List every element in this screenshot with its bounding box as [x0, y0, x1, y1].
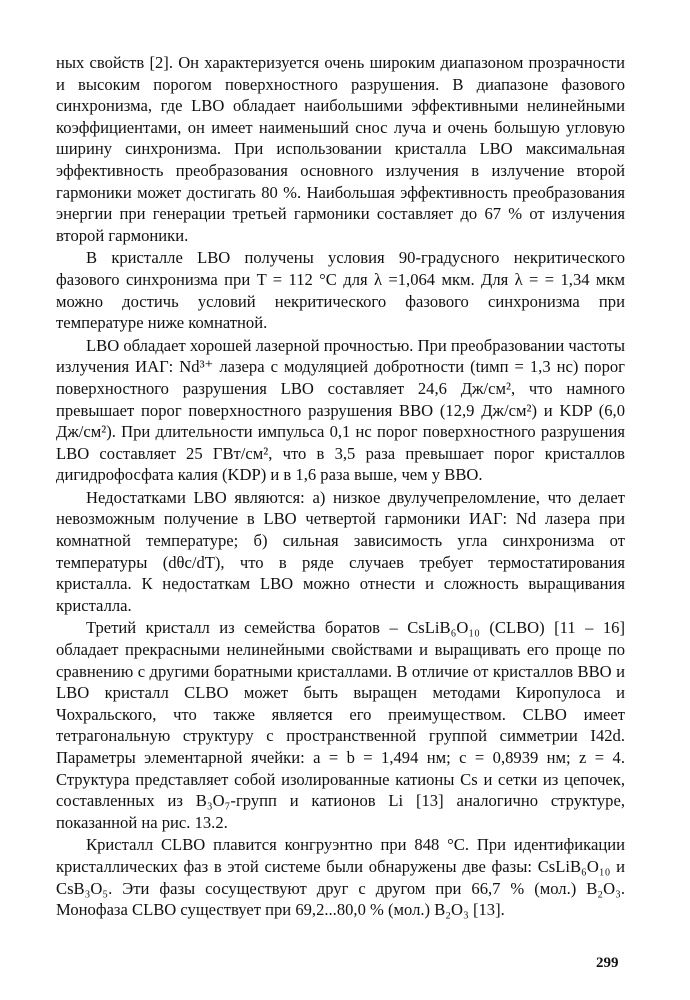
paragraph-lbo-disadvantages: Недостатками LBO являются: а) низкое двулучепреломление, что делает невозможным получение в LBO четвертой гармоники ИАГ: Nd лазера при комнатной температуре; б) сильная зависимость угла синхронизма от температуры (dθс/dT), что в ряде случаев требует термостатирования кристалла. К недостаткам LBO можно отнести и сложность выращивания кристалла. [56, 487, 625, 615]
paragraph-clbo-crystal: Третий кристалл из семейства боратов – CsLiB₆O₁₀ (CLBO) [11 – 16] обладает прекрасными нелинейными свойствами и выращивать его проще по сравнению с другими боратными кристаллами. В отличие от кристаллов BBO и LBO кристалл CLBO может быть выращен методами Киропулоса и Чохральского, что также является его преимуществом. CLBO имеет тетрагональную структуру с пространственной группой симметрии I42d. Параметры элементарной ячейки: a = b = 1,494 нм; c = 0,8939 нм; z = 4. Структура представляет собой изолированные катионы Cs и сетки из цепочек, составленных из B₃O₇-групп и катионов Li [13] аналогично структуре, показанной на рис. 13.2. [56, 618, 625, 832]
page-body [56, 52, 625, 921]
page-number: 299 [596, 955, 619, 971]
paragraph-clbo-melting: Кристалл CLBO плавится конгруэнтно при 848 °С. При идентификации кристаллических фаз в этой системе были обнаружены две фазы: CsLiB₆O₁₀ и CsB₃O₅. Эти фазы сосуществуют друг с другом при 66,7 % (мол.) B₂O₃. Монофаза CLBO существует при 69,2...80,0 % (мол.) B₂O₃ [13]. [56, 835, 625, 920]
paragraph-laser-damage-threshold: LBO обладает хорошей лазерной прочностью. При преобразовании частоты излучения ИАГ: Nd³⁺ лазера с модуляцией добротности (tимп = 1,3 нс) порог поверхностного разрушения LBO составляет 24,6 Дж/см², что намного превышает порог поверхностного разрушения BBO (12,9 Дж/см²) и KDP (6,0 Дж/см²). При длительности импульса 0,1 нс порог поверхностного разрушения LBO составляет 25 ГВт/см², что в 3,5 раза превышает порог кристаллов дигидрофосфата калия (KDP) и в 1,6 раза выше, чем у BBO. [56, 335, 625, 485]
paragraph-lbo-properties: ных свойств [2]. Он характеризуется очень широким диапазоном прозрачности и высоким порогом поверхностного разрушения. В диапазоне фазового синхронизма, где LBO обладает наибольшими эффективными нелинейными коэффициентами, он имеет наименьший снос луча и очень большую угловую ширину синхронизма. При использовании кристалла LBO максимальная эффективность преобразования основного излучения в излучение второй гармоники может достигать 80 %. Наибольшая эффективность преобразования энергии при генерации третьей гармоники составляет до 67 % от излучения второй гармоники. [56, 53, 625, 245]
paragraph-noncritical-phase-matching: В кристалле LBO получены условия 90-градусного некритического фазового синхронизма при T = 112 °С для λ =1,064 мкм. Для λ = = 1,34 мкм можно достичь условий некритического фазового синхронизма при температуре ниже комнатной. [56, 248, 625, 333]
